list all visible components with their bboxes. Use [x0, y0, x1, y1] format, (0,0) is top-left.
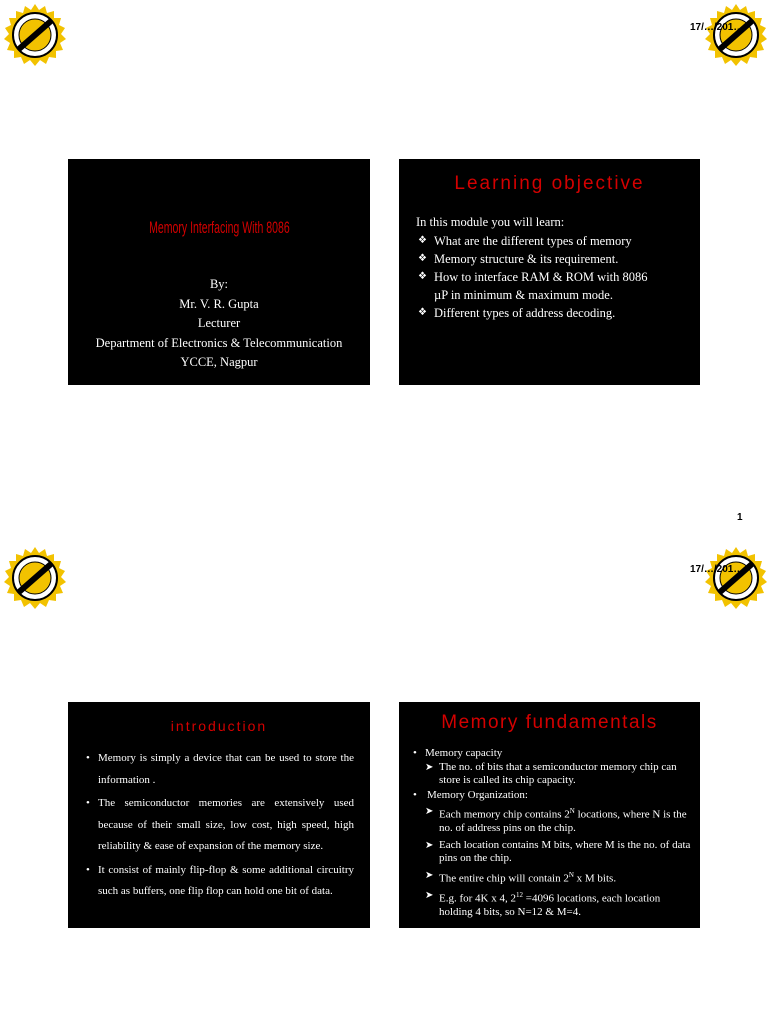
page-number: 1 [737, 512, 743, 523]
list-item: • Memory Organization: [413, 788, 528, 801]
fundamentals-slide [399, 702, 700, 928]
byline-role: Lecturer [197, 316, 241, 330]
seal-icon [4, 547, 66, 609]
fundamentals-content [413, 747, 693, 919]
seal-icon [705, 4, 767, 66]
list-item: ❖ How to interface RAM & ROM with 8086 µP in minimum & maximum mode. [416, 268, 692, 304]
list-item-cont: µP in minimum & maximum mode. [434, 288, 613, 302]
sub-list-item: ➤ Each location contains M bits, where M is the no. of data pins on the chip. [425, 839, 693, 866]
list-item: • The semiconductor memories are extensively used because of their small size, low cost, high speed, high reliability & ease of expansion of the memory size. [84, 793, 354, 858]
sub-list-item: ➤ Each memory chip contains $2^N$ locations, where N is the no. of address pins on the chip. [425, 805, 693, 836]
title-slide [68, 159, 370, 385]
sub-list-item: ➤ The no. of bits that a semiconductor memory chip can store is called its chip capacity. [425, 761, 693, 788]
byline-by: By: [209, 277, 229, 291]
byline-author: Mr. V. R. Gupta [179, 296, 259, 311]
introduction-slide [68, 702, 370, 928]
page-date: 17/…/201… [690, 22, 744, 33]
slide-title: Learning objective [454, 173, 645, 194]
sub-list-item: ➤ E.g. for 4K x 4, $2^{12} =4096$ locations, each location holding 4 bits, so N=12 & M=4. [425, 889, 693, 920]
list-item: ❖ What are the different types of memory [416, 232, 692, 250]
objective-intro: In this module you will learn: [416, 215, 565, 229]
byline-department: Department of Electronics & Telecommunication [95, 335, 343, 350]
seal-icon [705, 547, 767, 609]
list-item: • Memory capacity [413, 747, 503, 759]
page-2 [0, 512, 768, 1024]
objective-slide [399, 159, 700, 385]
list-item: ❖ Memory structure & its requirement. [416, 250, 692, 268]
sub-list-item: ➤ The entire chip will contain $2^N$ x M bits. [425, 869, 693, 886]
page-date: 17/…/201… [690, 564, 744, 575]
slide-title: introduction [170, 718, 268, 734]
byline [68, 275, 370, 373]
slide-title: Memory Interfacing With 8086 [148, 218, 290, 237]
introduction-list [84, 748, 354, 903]
list-item: • It consist of mainly flip-flop & some additional circuitry such as buffers, one flip flop can hold one bit of data. [84, 860, 354, 903]
slide-title: Memory fundamentals [441, 712, 658, 733]
list-item: • Memory is simply a device that can be used to store the information . [84, 748, 354, 791]
objective-list [416, 232, 692, 322]
list-item: ❖ Different types of address decoding. [416, 304, 692, 322]
seal-icon [4, 4, 66, 66]
byline-institute: YCCE, Nagpur [180, 355, 258, 369]
